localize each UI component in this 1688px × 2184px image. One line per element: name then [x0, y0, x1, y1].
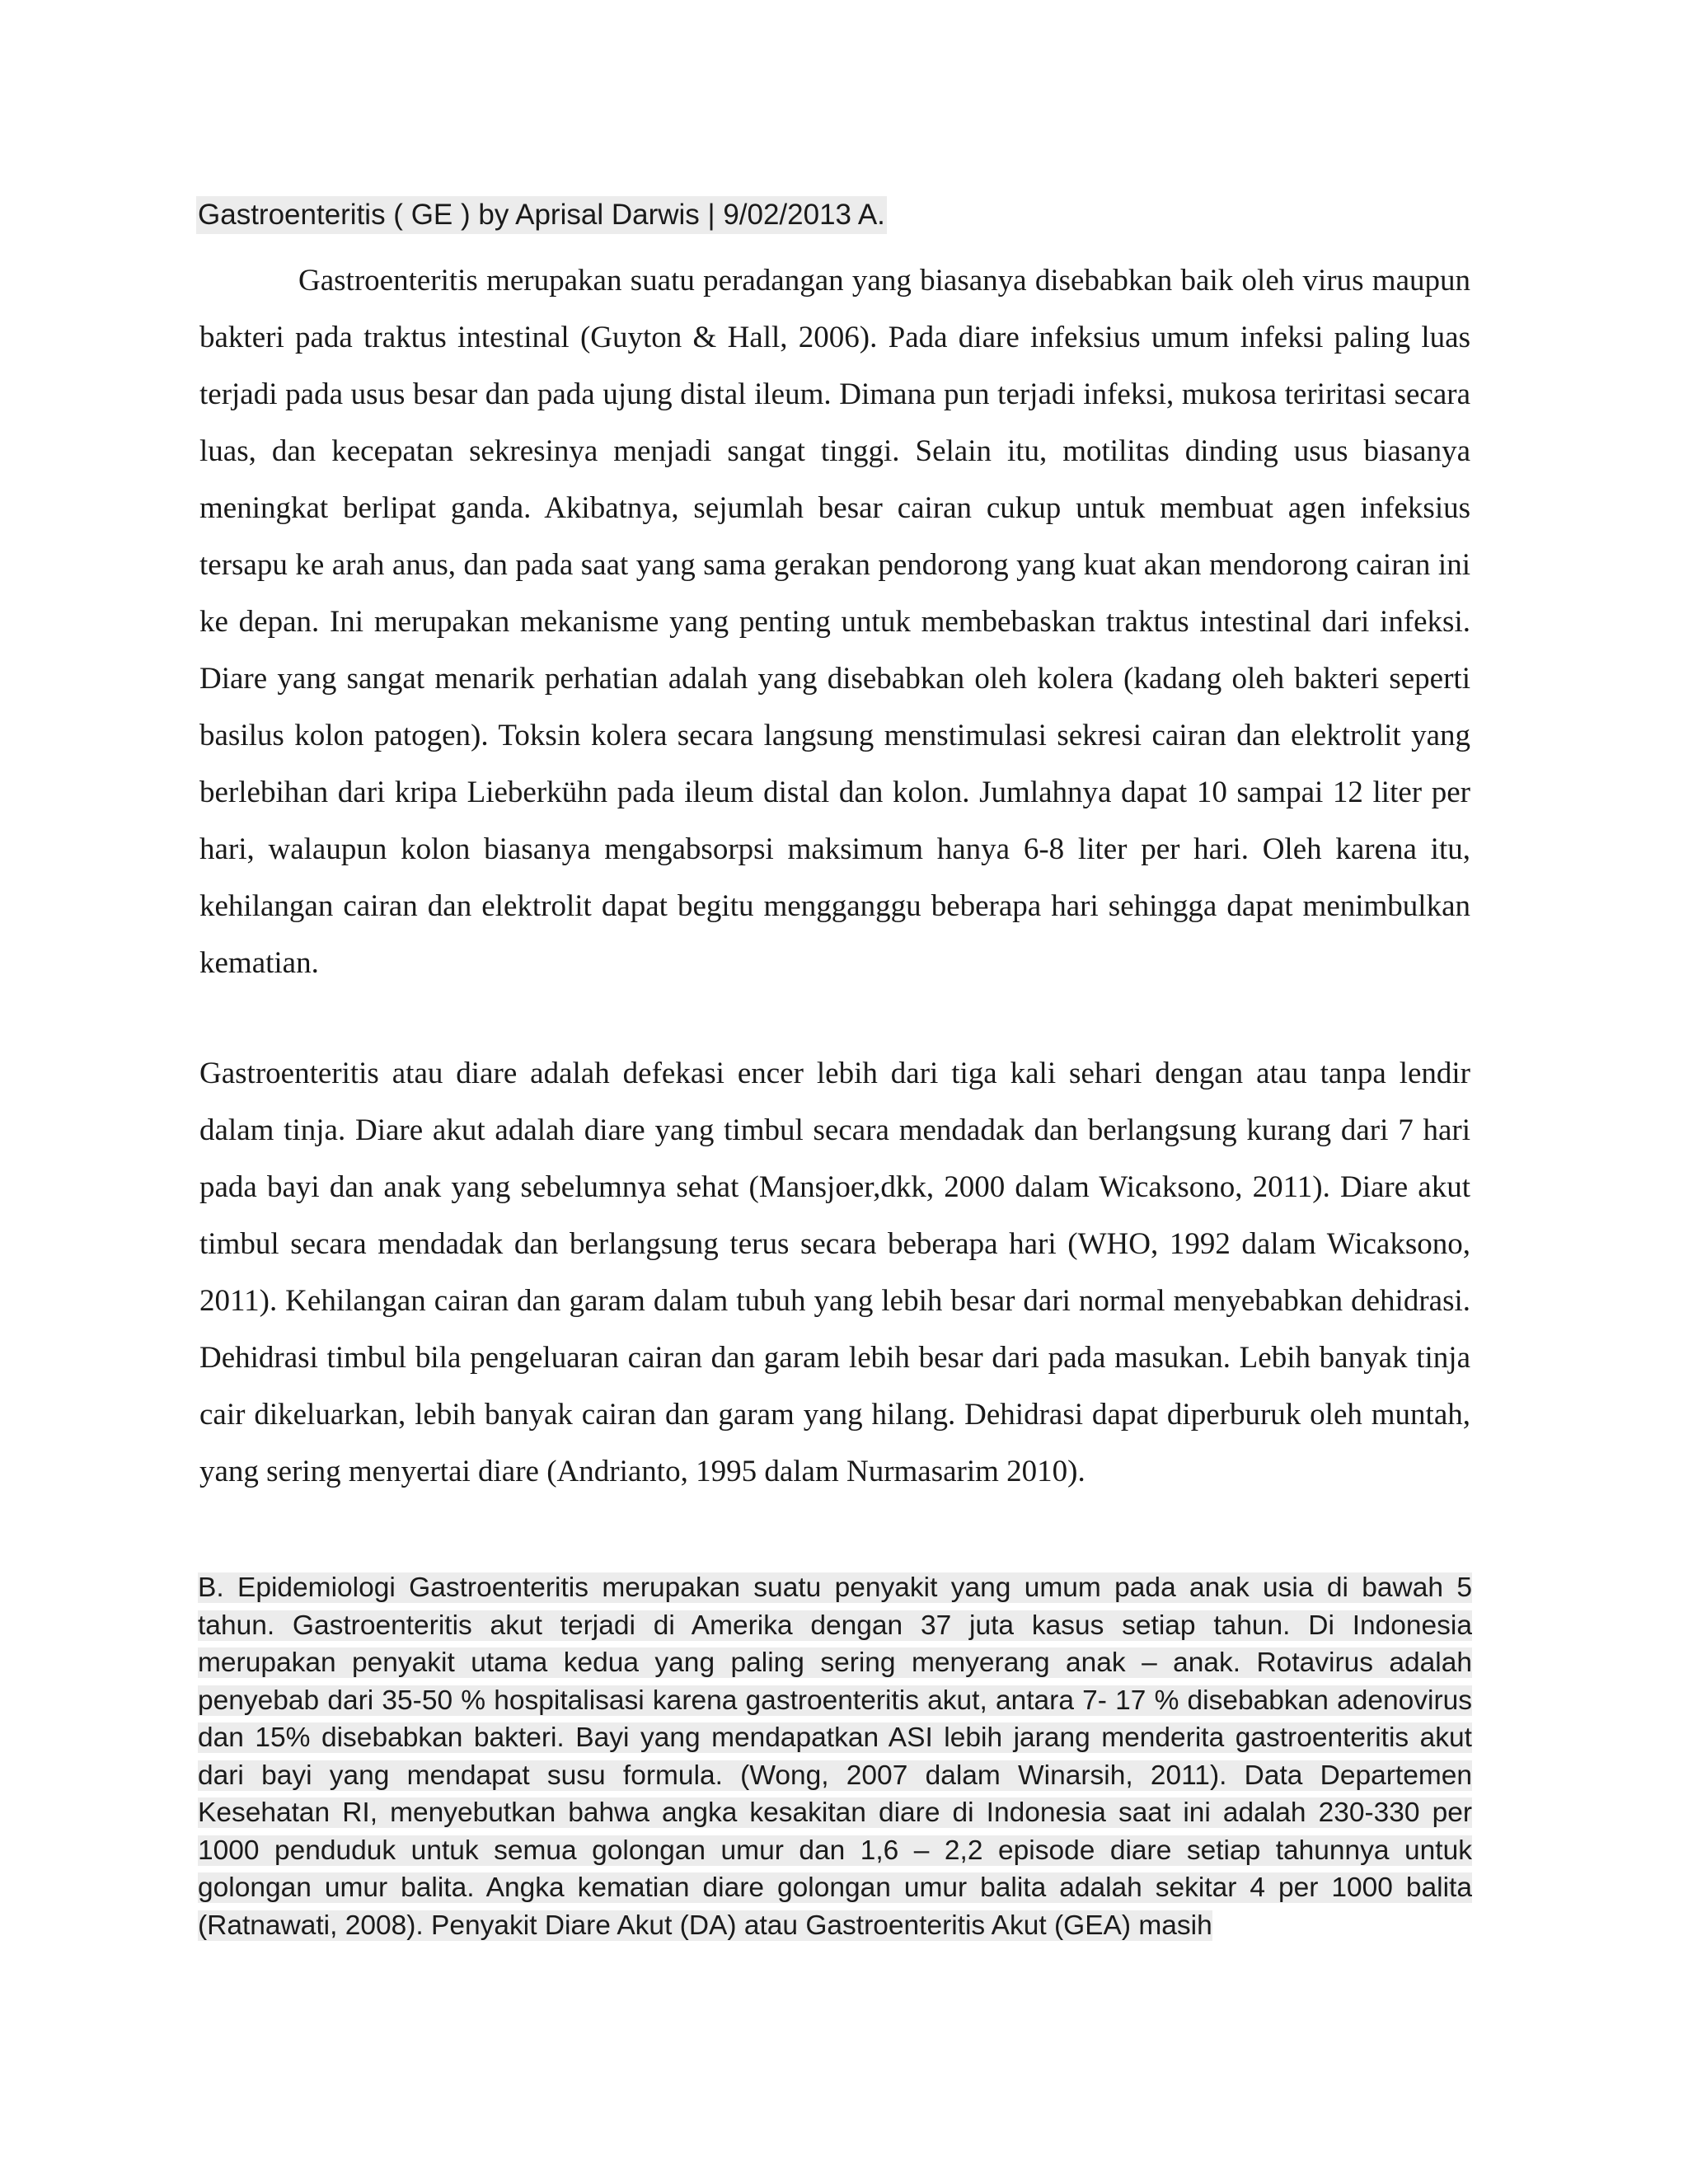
document-heading: Gastroenteritis ( GE ) by Aprisal Darwis | 9/02/2013 A. [196, 196, 887, 234]
section-b-text: B. Epidemiologi Gastroenteritis merupakan suatu penyakit yang umum pada anak usia di bawah 5 tahun. Gastroenteritis akut terjadi di Amerika dengan 37 juta kasus setiap tahun. Di Indonesia merupakan penyakit utama kedua yang paling sering menyerang anak – anak. Rotavirus adalah penyebab dari 35-50 % hospitalisasi karena gastroenteritis akut, antara 7- 17 % disebabkan adenovirus dan 15% disebabkan bakteri. Bayi yang mendapatkan ASI lebih jarang menderita gastroenteritis akut dari bayi yang mendapat susu formula. (Wong, 2007 dalam Winarsih, 2011). Data Departemen Kesehatan RI, menyebutkan bahwa angka kesakitan diare di Indonesia saat ini adalah 230-330 per 1000 penduduk untuk semua golongan umur dan 1,6 – 2,2 episode diare setiap tahunnya untuk golongan umur balita. Angka kematian diare golongan umur balita adalah sekitar 4 per 1000 balita (Ratnawati, 2008). Penyakit Diare Akut (DA) atau Gastroenteritis Akut (GEA) masih [198, 1572, 1472, 1941]
paragraph-gastroenteritis-definition: Gastroenteritis merupakan suatu peradangan yang biasanya disebabkan baik oleh virus maupun bakteri pada traktus intestinal (Guyton & Hall, 2006). Pada diare infeksius umum infeksi paling luas terjadi pada usus besar dan pada ujung distal ileum. Dimana pun terjadi infeksi, mukosa teriritasi secara luas, dan kecepatan sekresinya menjadi sangat tinggi. Selain itu, motilitas dinding usus biasanya meningkat berlipat ganda. Akibatnya, sejumlah besar cairan cukup untuk membuat agen infeksius tersapu ke arah anus, dan pada saat yang sama gerakan pendorong yang kuat akan mendorong cairan ini ke depan. Ini merupakan mekanisme yang penting untuk membebaskan traktus intestinal dari infeksi. Diare yang sangat menarik perhatian adalah yang disebabkan oleh kolera (kadang oleh bakteri seperti basilus kolon patogen). Toksin kolera secara langsung menstimulasi sekresi cairan dan elektrolit yang berlebihan dari kripa Lieberkühn pada ileum distal dan kolon. Jumlahnya dapat 10 sampai 12 liter per hari, walaupun kolon biasanya mengabsorpsi maksimum hanya 6-8 liter per hari. Oleh karena itu, kehilangan cairan dan elektrolit dapat begitu mengganggu beberapa hari sehingga dapat menimbulkan kematian. [199, 264, 1470, 980]
section-b-epidemiologi [198, 1569, 1472, 1944]
paragraph-diare-definition: Gastroenteritis atau diare adalah defekasi encer lebih dari tiga kali sehari dengan atau tanpa lendir dalam tinja. Diare akut adalah diare yang timbul secara mendadak dan berlangsung kurang dari 7 hari pada bayi dan anak yang sebelumnya sehat (Mansjoer,dkk, 2000 dalam Wicaksono, 2011). Diare akut timbul secara mendadak dan berlangsung terus secara beberapa hari (WHO, 1992 dalam Wicaksono, 2011). Kehilangan cairan dan garam dalam tubuh yang lebih besar dari normal menyebabkan dehidrasi. Dehidrasi timbul bila pengeluaran cairan dan garam lebih besar dari pada masukan. Lebih banyak tinja cair dikeluarkan, lebih banyak cairan dan garam yang hilang. Dehidrasi dapat diperburuk oleh muntah, yang sering menyertai diare (Andrianto, 1995 dalam Nurmasarim 2010). [199, 1057, 1470, 1488]
